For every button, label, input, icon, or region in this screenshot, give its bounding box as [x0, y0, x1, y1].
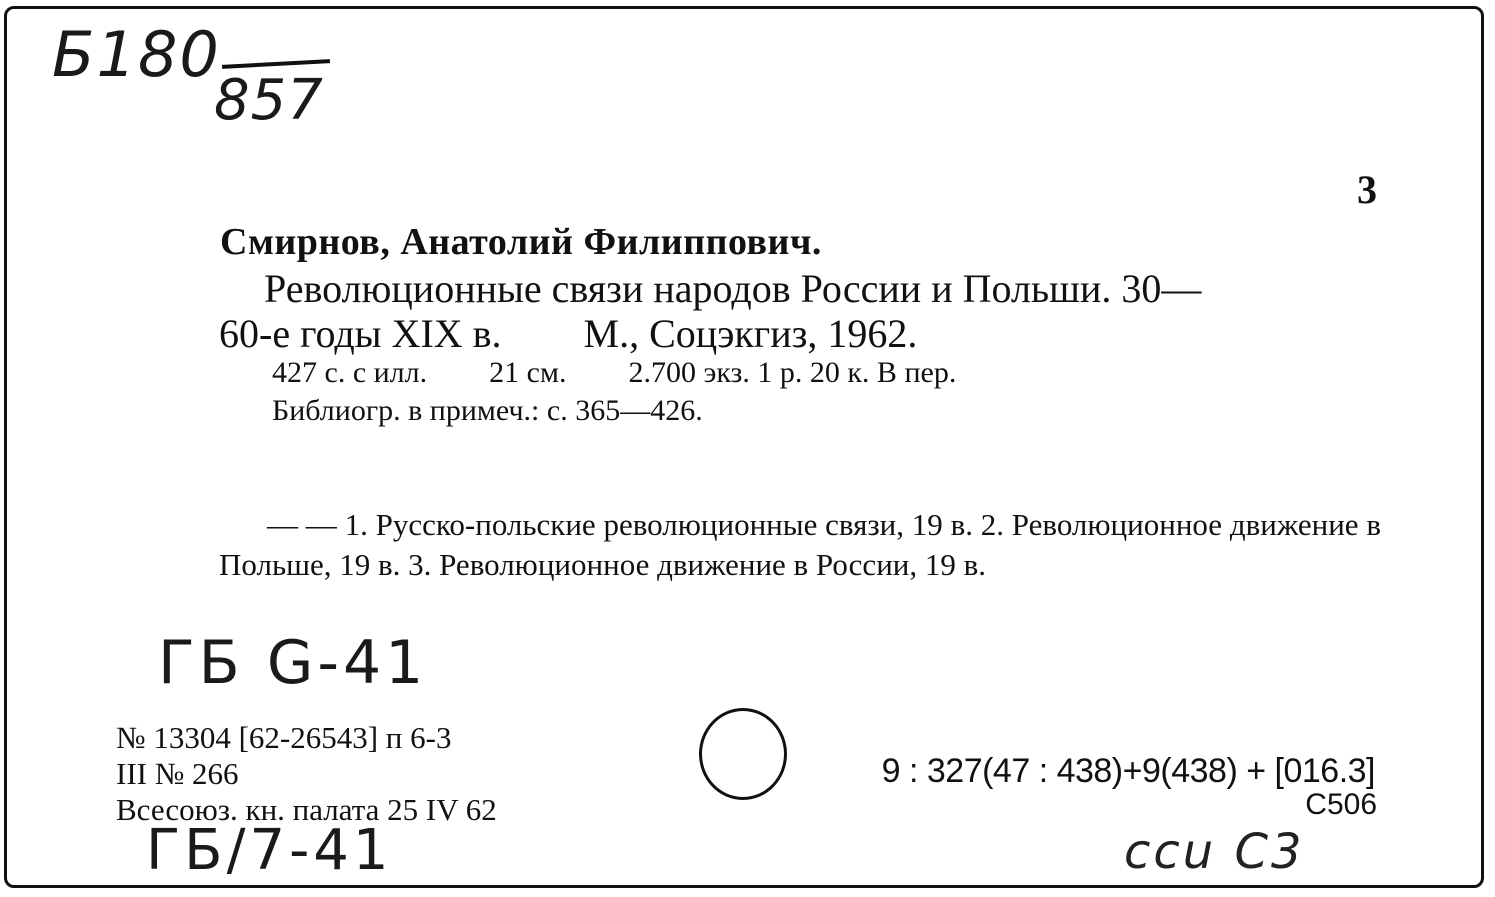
title-continuation: 60-е годы XIX в. — [219, 311, 502, 356]
handwritten-gb-top: ГБ G-41 — [158, 628, 428, 698]
author-code: С506 — [1305, 788, 1377, 821]
pages: 427 с. с илл. — [272, 356, 428, 389]
publication-info: М., Соцэкгиз, 1962. — [583, 311, 918, 356]
shelfmark-top: Б180 — [52, 18, 221, 91]
physical-description — [272, 356, 956, 390]
circle-mark — [699, 708, 787, 800]
handwritten-gb-bottom: ГБ/7-41 — [146, 818, 393, 883]
registration-line-1: № 13304 [62-26543] п 6-3 — [116, 720, 452, 755]
card-number: 3 — [1357, 167, 1377, 212]
subject-headings: — — 1. Русско-польские революционные связи, 19 в. 2. Революционное движение в Польше, 19 в. 3. Революционное движение в России, 19 в. — [219, 507, 1381, 582]
classification-index: 9 : 327(47 : 438)+9(438) + [016.3] — [881, 752, 1375, 790]
shelfmark-bottom: 857 — [214, 68, 324, 133]
size: 21 см. — [489, 356, 567, 389]
author-heading: Смирнов, Анатолий Филиппович. — [220, 221, 822, 263]
title-line-1: Революционные связи народов России и Польши. 30— — [264, 266, 1202, 311]
registration-line-3: Всесоюз. кн. палата 25 IV 62 — [116, 792, 497, 827]
title-line-2 — [219, 310, 917, 357]
registration-line-2: III № 266 — [116, 756, 239, 791]
print-run-price: 2.700 экз. 1 р. 20 к. В пер. — [628, 356, 957, 389]
bibliography-note: Библиогр. в примеч.: с. 365—426. — [272, 394, 703, 427]
handwritten-scribble: ccu C3 — [1124, 824, 1305, 880]
